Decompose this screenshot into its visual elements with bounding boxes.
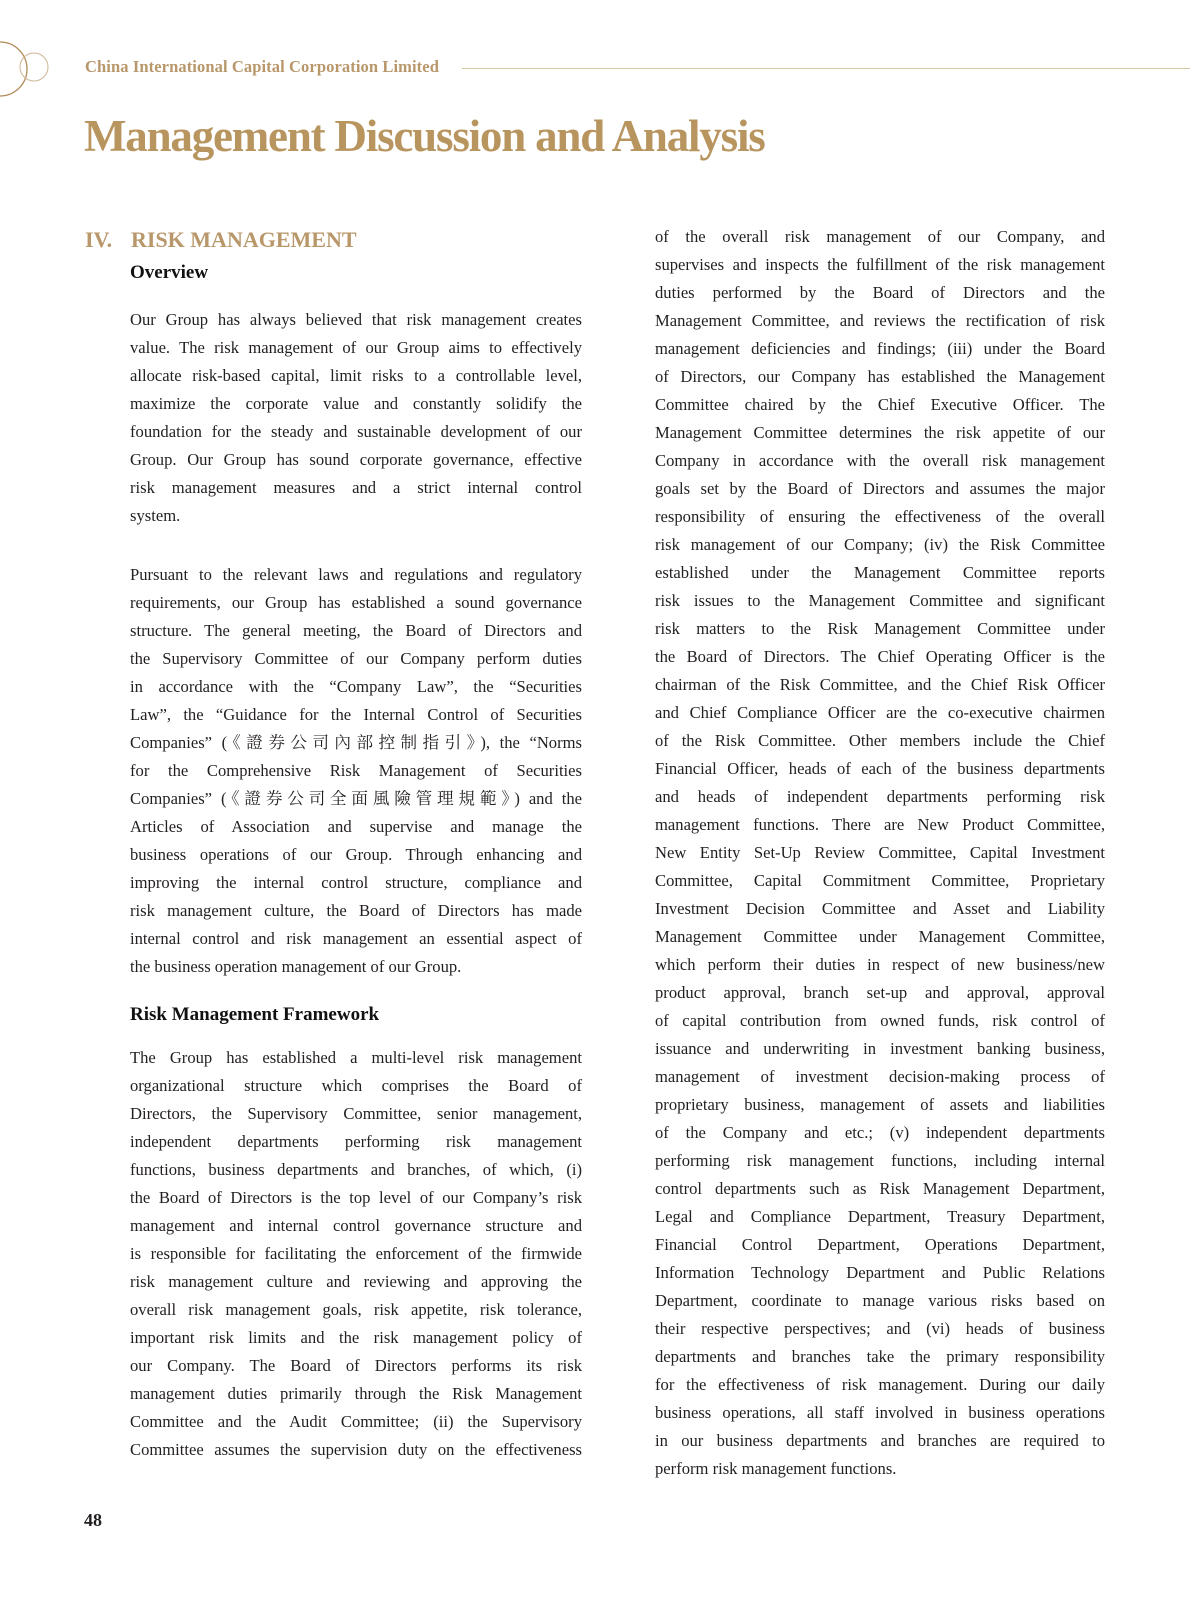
text-line: of Directors, our Company has established the Management [655,367,1105,386]
text-line: value. The risk management of our Group aims to effectively [130,338,582,357]
decorative-circles-icon [0,40,60,100]
text-line: maximize the corporate value and constantly solidify the [130,394,582,413]
header-rule [462,68,1190,69]
text-line: perform risk management functions. [655,1459,897,1478]
text-line: of the overall risk management of our Company, and [655,227,1105,246]
text-line: product approval, branch set-up and approval, approval [655,983,1105,1002]
text-line: Information Technology Department and Public Relations [655,1263,1105,1282]
text-line: important risk limits and the risk management policy of [130,1328,582,1347]
text-line: Financial Control Department, Operations Department, [655,1235,1105,1254]
text-line: in our business departments and branches are required to [655,1431,1105,1450]
text-line: is responsible for facilitating the enforcement of the firmwide [130,1244,582,1263]
text-line: Committee, Capital Commitment Committee, Proprietary [655,871,1105,890]
framework-paragraph-left [130,1044,582,1464]
section-title: RISK MANAGEMENT [131,227,357,252]
text-line: functions, business departments and branches, of which, (i) [130,1160,582,1179]
text-line: duties performed by the Board of Directors and the [655,283,1105,302]
text-line: the Board of Directors is the top level of our Company’s risk [130,1188,582,1207]
text-line: management and internal control governance structure and [130,1216,582,1235]
framework-paragraph-right [655,223,1105,1483]
page-number: 48 [84,1510,102,1530]
text-line: which perform their duties in respect of new business/new [655,955,1105,974]
text-line: management functions. There are New Product Committee, [655,815,1105,834]
text-line: of the Company and etc.; (v) independent departments [655,1123,1105,1142]
text-line: the business operation management of our Group. [130,957,462,976]
text-line: proprietary business, management of assets and liabilities [655,1095,1105,1114]
text-line: Our Group has always believed that risk management creates [130,310,582,329]
overview-heading: Overview [130,262,209,283]
text-line: goals set by the Board of Directors and assumes the major [655,479,1105,498]
text-line: Law”, the “Guidance for the Internal Control of Securities [130,705,582,724]
text-line: for the effectiveness of risk management. During our daily [655,1375,1105,1394]
text-line: foundation for the steady and sustainable development of our [130,422,582,441]
running-head: China International Capital Corporation Limited [85,57,439,76]
text-line: Committee chaired by the Chief Executive Officer. The [655,395,1105,414]
text-line: overall risk management goals, risk appetite, risk tolerance, [130,1300,582,1319]
text-line: and heads of independent departments performing risk [655,787,1105,806]
text-line: requirements, our Group has established a sound governance [130,593,582,612]
page-title: Management Discussion and Analysis [84,111,765,161]
text-line: departments and branches take the primary responsibility [655,1347,1105,1366]
text-line: risk management measures and a strict internal control [130,478,582,497]
overview-paragraph-2 [130,561,582,981]
text-line: Companies” (《證券公司全面風險管理規範》) and the [130,789,582,808]
text-line: their respective perspectives; and (vi) heads of business [655,1319,1105,1338]
text-line: Companies” (《證券公司內部控制指引》), the “Norms [130,733,582,752]
text-line: Committee and the Audit Committee; (ii) the Supervisory [130,1412,582,1431]
text-line: New Entity Set-Up Review Committee, Capital Investment [655,843,1105,862]
text-line: chairman of the Risk Committee, and the Chief Risk Officer [655,675,1105,694]
text-line: of the Risk Committee. Other members include the Chief [655,731,1105,750]
text-line: business operations of our Group. Through enhancing and [130,845,582,864]
text-line: Committee assumes the supervision duty on the effectiveness [130,1440,582,1459]
text-line: Legal and Compliance Department, Treasury Department, [655,1207,1105,1226]
text-line: and Chief Compliance Officer are the co-executive chairmen [655,703,1105,722]
text-line: management duties primarily through the Risk Management [130,1384,582,1403]
text-line: established under the Management Committee reports [655,563,1105,582]
text-line: allocate risk-based capital, limit risks to a controllable level, [130,366,582,385]
text-line: structure. The general meeting, the Board of Directors and [130,621,582,640]
text-line: the Board of Directors. The Chief Operating Officer is the [655,647,1105,666]
text-line: our Company. The Board of Directors performs its risk [130,1356,582,1375]
text-line: risk issues to the Management Committee and significant [655,591,1105,610]
text-line: system. [130,506,181,525]
text-line: Management Committee determines the risk appetite of our [655,423,1105,442]
text-line: for the Comprehensive Risk Management of Securities [130,761,582,780]
text-line: in accordance with the “Company Law”, the “Securities [130,677,582,696]
text-line: risk management culture, the Board of Directors has made [130,901,582,920]
text-line: control departments such as Risk Management Department, [655,1179,1105,1198]
text-line: of capital contribution from owned funds, risk control of [655,1011,1105,1030]
text-line: Department, coordinate to manage various risks based on [655,1291,1105,1310]
text-line: management of investment decision-making process of [655,1067,1105,1086]
text-line: the Supervisory Committee of our Company perform duties [130,649,582,668]
text-line: issuance and underwriting in investment banking business, [655,1039,1105,1058]
text-line: management deficiencies and findings; (iii) under the Board [655,339,1105,358]
text-line: independent departments performing risk management [130,1132,582,1151]
text-line: responsibility of ensuring the effectiveness of the overall [655,507,1105,526]
text-line: Management Committee under Management Committee, [655,927,1105,946]
text-line: risk management culture and reviewing and approving the [130,1272,582,1291]
text-line: Company in accordance with the overall risk management [655,451,1105,470]
text-line: supervises and inspects the fulfillment of the risk management [655,255,1105,274]
framework-heading: Risk Management Framework [130,1004,380,1025]
text-line: Pursuant to the relevant laws and regulations and regulatory [130,565,582,584]
text-line: Articles of Association and supervise and manage the [130,817,582,836]
text-line: risk matters to the Risk Management Committee under [655,619,1105,638]
text-line: performing risk management functions, including internal [655,1151,1105,1170]
text-line: Investment Decision Committee and Asset and Liability [655,899,1105,918]
text-line: improving the internal control structure, compliance and [130,873,582,892]
text-line: Financial Officer, heads of each of the business departments [655,759,1105,778]
section-heading [85,227,357,253]
text-line: business operations, all staff involved in business operations [655,1403,1105,1422]
text-line: organizational structure which comprises the Board of [130,1076,582,1095]
text-line: The Group has established a multi-level risk management [130,1048,582,1067]
overview-paragraph-1 [130,306,582,530]
text-line: Management Committee, and reviews the rectification of risk [655,311,1105,330]
text-line: Directors, the Supervisory Committee, senior management, [130,1104,582,1123]
text-line: Group. Our Group has sound corporate governance, effective [130,450,582,469]
text-line: internal control and risk management an essential aspect of [130,929,582,948]
section-number: IV. [85,227,113,252]
text-line: risk management of our Company; (iv) the Risk Committee [655,535,1105,554]
